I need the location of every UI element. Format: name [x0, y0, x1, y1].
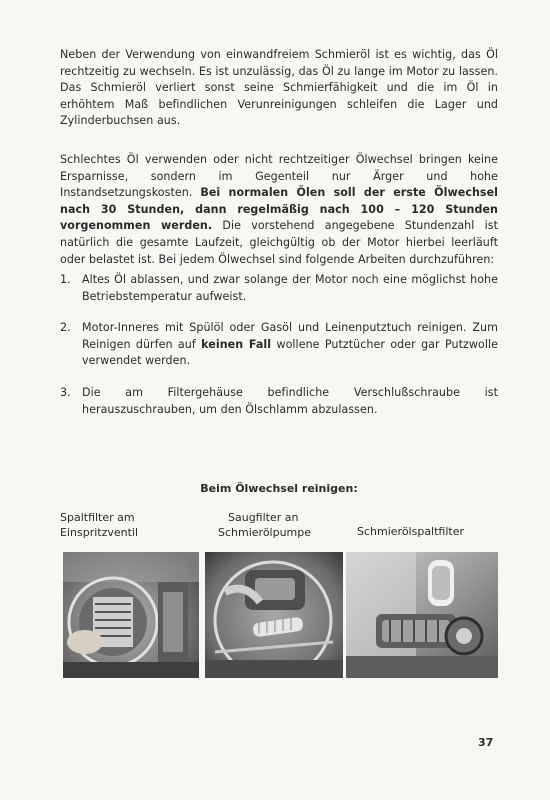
list-item-3: [60, 385, 498, 418]
list-item-number: 1.: [60, 273, 71, 286]
list-item-text-after: wollene Putztücher oder gar Putzwolle verwendet werden.: [82, 337, 498, 368]
caption-saugfilter: [218, 510, 311, 540]
photo-saugfilter: [205, 552, 343, 678]
caption-line: Einspritzventil: [60, 526, 139, 539]
caption-line: Saugfilter an: [228, 511, 299, 524]
list-item-2: [60, 320, 498, 370]
page-number: 37: [478, 736, 494, 749]
caption-line: Spaltfilter am: [60, 511, 135, 524]
caption-line: Schmierölpumpe: [218, 526, 312, 539]
list-item-number: 3.: [60, 386, 71, 399]
list-item-text: Die am Filtergehäuse befindliche Verschlußschraube ist herauszuschrauben, um den Ölschlamm abzulassen.: [82, 386, 498, 416]
caption-schmieroelspaltfilter: Schmierölspaltfilter: [357, 525, 465, 538]
list-item-bold-text: keinen Fall: [201, 337, 272, 351]
schedule-bold-text: Bei normalen Ölen soll der erste Ölwechsel nach 30 Stunden, dann regelmäßig nach 100 – 120 Stunden vorgenommen werden.: [60, 186, 499, 233]
caption-spaltfilter: [60, 510, 138, 540]
list-item-number: 2.: [60, 321, 71, 334]
paragraph-oil-change-importance: Neben der Verwendung von einwandfreiem Schmieröl ist es wichtig, das Öl rechtzeitig zu wechseln. Es ist unzulässig, das Öl zu lange im Motor zu lassen. Das Schmieröl verliert sonst seine Schmierfähigkeit und die im Öl in erhöhtem Maß befindlichen Verunreinigungen schleifen die Lager und Zylinderbuchsen aus.: [60, 48, 498, 128]
list-item-text: Altes Öl ablassen, und zwar solange der Motor noch eine möglichst hohe Betriebstemperatur aufweist.: [82, 273, 498, 303]
list-item-text: [82, 320, 498, 370]
list-item-1: [60, 272, 498, 305]
photo-schmieroelspaltfilter: [346, 552, 498, 678]
paragraph-oil-change-schedule: [60, 152, 498, 268]
schedule-intro-text: Schlechtes Öl verwenden oder nicht rechtzeitiger Ölwechsel bringen keine Ersparnisse, sondern im Gegenteil nur Ärger und hohe Instandsetzungskosten.: [60, 153, 498, 200]
photo-spaltfilter: [63, 552, 199, 678]
schedule-rest-text: Die vorstehend angegebene Stundenzahl ist natürlich die gesamte Laufzeit, gleichgültig ob der Motor hierbei leerläuft oder belastet ist. Bei jedem Ölwechsel sind folgende Arbeiten durchzuführen:: [60, 219, 498, 266]
list-item-text-before: Motor-Inneres mit Spülöl oder Gasöl und Leinenputztuch reinigen. Zum Reinigen dürfen auf: [82, 321, 498, 351]
figure-heading: Beim Ölwechsel reinigen:: [200, 482, 358, 495]
